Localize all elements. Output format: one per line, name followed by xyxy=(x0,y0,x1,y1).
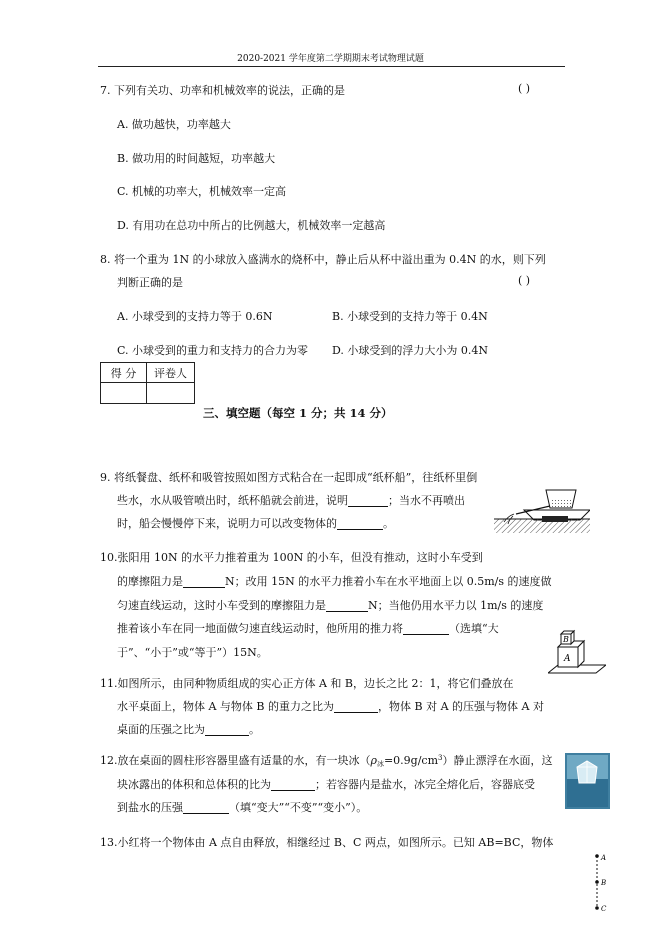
q9-line1: 9. 将纸餐盘、纸杯和吸管按照如图方式粘合在一起即成“纸杯船”，往纸杯里倒 xyxy=(100,471,478,484)
q8-option-a[interactable]: A. 小球受到的支持力等于 0.6N xyxy=(117,310,273,323)
q7-option-d[interactable]: D. 有用功在总功中所占的比例越大，机械效率一定越高 xyxy=(117,219,386,232)
q8-stem-line2: 判断正确的是 xyxy=(117,276,183,289)
q12-line2-text-b: ；若容器内是盐水，冰完全熔化后，容器底受 xyxy=(315,778,535,791)
q10-line3-text-b: N；当他仍用水平力以 1m/s 的速度 xyxy=(368,599,544,612)
point-c-label: C xyxy=(601,905,607,912)
q12-line3 xyxy=(117,799,367,815)
q11-line3-text-a: 桌面的压强之比为 xyxy=(117,723,205,736)
q7-option-a[interactable]: A. 做功越快，功率越大 xyxy=(117,118,231,131)
q7-answer-paren[interactable]: ( ) xyxy=(518,82,531,95)
exam-header-title: 2020-2021 学年度第二学期期末考试物理试题 xyxy=(237,54,424,64)
point-b-label: B xyxy=(601,879,607,887)
rho-symbol: ρ xyxy=(370,754,377,767)
q11-line2 xyxy=(117,698,544,714)
section-title: 三、填空题（每空 1 分；共 14 分） xyxy=(203,406,393,420)
q10-line4 xyxy=(117,620,499,636)
q8-option-c[interactable]: C. 小球受到的重力和支持力的合力为零 xyxy=(117,344,309,357)
q10-line3-text-a: 匀速直线运动，这时小车受到的摩擦阻力是 xyxy=(117,599,326,612)
q12-line1 xyxy=(100,752,553,769)
q10-blank-3[interactable] xyxy=(403,622,449,635)
header-rule xyxy=(98,66,565,67)
floating-ice-figure xyxy=(565,753,610,809)
q7-option-b[interactable]: B. 做功用的时间越短，功率越大 xyxy=(117,152,276,165)
density-exponent: 3 xyxy=(438,754,443,762)
q9-line3-text-b: 。 xyxy=(383,517,394,530)
q11-blank-1[interactable] xyxy=(334,700,378,713)
paper-cup-boat-figure xyxy=(494,484,590,546)
q12-line1-text-a: 12.放在桌面的圆柱形容器里盛有适量的水，有一块冰（ xyxy=(100,754,371,767)
ice-density: =0.9g/cm xyxy=(383,754,439,767)
q11-line3-text-b: 。 xyxy=(249,723,260,736)
q11-line1: 11.如图所示，由同种物质组成的实心正方体 A 和 B，边长之比 2：1，将它们叠放在 xyxy=(100,677,514,690)
cube-b-label: B xyxy=(563,635,569,644)
q11-line2-text-a: 水平桌面上，物体 A 与物体 B 的重力之比为 xyxy=(117,700,335,713)
q8-option-d[interactable]: D. 小球受到的浮力大小为 0.4N xyxy=(332,344,489,357)
q10-line4-text-b: （选填“大 xyxy=(449,622,499,635)
q12-line1-text-b: ）静止漂浮在水面，这 xyxy=(442,754,553,767)
q10-blank-2[interactable] xyxy=(326,599,368,612)
q11-line2-text-b: ，物体 B 对 A 的压强与物体 A 对 xyxy=(378,700,544,713)
score-table xyxy=(100,362,195,404)
rho-subscript: 冰 xyxy=(376,760,384,768)
q10-line5: 于”、“小于”或“等于”）15N。 xyxy=(117,646,268,659)
q10-line1: 10.张阳用 10N 的水平力推着重为 100N 的小车，但没有推动，这时小车受到 xyxy=(100,551,483,564)
q10-line3 xyxy=(117,597,543,613)
q10-line2-text-b: N；改用 15N 的水平力推着小车在水平地面上以 0.5m/s 的速度做 xyxy=(225,575,552,588)
q9-line3 xyxy=(117,515,394,531)
q10-line4-text-a: 推着该小车在同一地面做匀速直线运动时，他所用的推力将 xyxy=(117,622,403,635)
q12-line2 xyxy=(117,776,535,792)
cube-a-label: A xyxy=(564,654,571,664)
stacked-cubes-figure xyxy=(548,627,606,679)
q11-line3 xyxy=(117,721,260,737)
q7-option-c[interactable]: C. 机械的功率大，机械效率一定高 xyxy=(117,185,287,198)
grader-cell[interactable] xyxy=(147,383,195,404)
score-cell[interactable] xyxy=(101,383,147,404)
q12-line3-text-b: （填“变大”“不变”“变小”）。 xyxy=(229,801,368,814)
q10-line2 xyxy=(117,573,552,589)
q8-option-b[interactable]: B. 小球受到的支持力等于 0.4N xyxy=(332,310,488,323)
q12-blank-2[interactable] xyxy=(183,801,229,814)
q9-blank-2[interactable] xyxy=(337,517,383,530)
q11-blank-2[interactable] xyxy=(205,723,249,736)
q9-line3-text-a: 时，船会慢慢停下来，说明力可以改变物体的 xyxy=(117,517,337,530)
q13-line1: 13.小红将一个物体由 A 点自由释放，相继经过 B、C 两点，如图所示。已知 AB=BC，物体 xyxy=(100,836,554,849)
q9-line2 xyxy=(117,492,465,508)
q12-line2-text-a: 块冰露出的体积和总体积的比为 xyxy=(117,778,271,791)
q12-blank-1[interactable] xyxy=(271,778,315,791)
score-table-header-grader: 评卷人 xyxy=(147,363,195,383)
q7-stem: 7. 下列有关功、功率和机械效率的说法，正确的是 xyxy=(100,84,345,97)
free-fall-points-figure xyxy=(592,850,612,912)
point-a-label: A xyxy=(601,854,607,862)
q8-stem-line1: 8. 将一个重为 1N 的小球放入盛满水的烧杯中，静止后从杯中溢出重为 0.4N 的水，则下列 xyxy=(100,253,546,266)
q9-blank-1[interactable] xyxy=(348,494,388,507)
q9-line2-text-b: ；当水不再喷出 xyxy=(388,494,465,507)
score-table-header-score: 得 分 xyxy=(101,363,147,383)
q10-blank-1[interactable] xyxy=(183,575,225,588)
q8-answer-paren[interactable]: ( ) xyxy=(518,274,531,287)
q9-line2-text-a: 些水，水从吸管喷出时，纸杯船就会前进，说明 xyxy=(117,494,348,507)
q10-line2-text-a: 的摩擦阻力是 xyxy=(117,575,183,588)
q12-line3-text-a: 到盐水的压强 xyxy=(117,801,183,814)
